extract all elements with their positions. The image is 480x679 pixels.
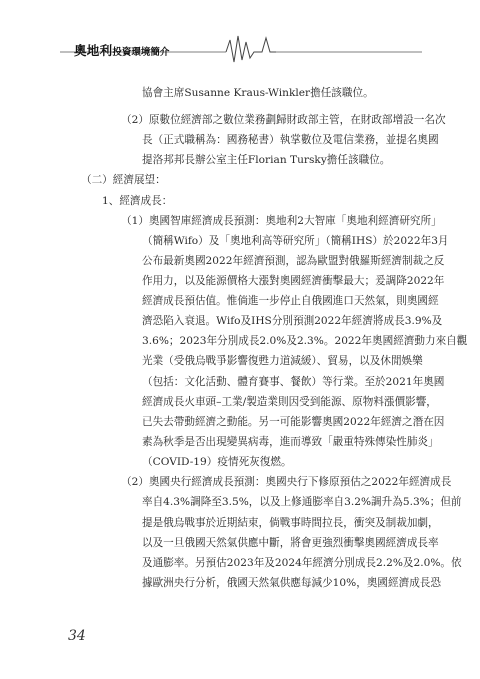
text-line: 以及一旦俄國天然氣供應中斷，將會更強烈衝擊奧國經濟成長率 (142, 536, 439, 549)
text-line: 濟恐陷入衰退。Wifo及IHS分別預測2022年經濟將成長3.9%及 (142, 315, 443, 328)
text-line: 素為秋季是否出現變異病毒，進而導致「嚴重特殊傳染性肺炎」 (142, 436, 439, 449)
text-line: （2）原數位經濟部之數位業務劃歸財政部主管，在財政部增設一名次 (121, 113, 446, 126)
header-title-sub: 投資環境簡介 (112, 47, 170, 58)
text-line: 作用力，以及能源價格大漲對奧國經濟衝擊最大；爰調降2022年 (142, 274, 445, 287)
text-line: 已失去帶動經濟之動能。另一可能影響奧國2022年經濟之潛在因 (142, 415, 445, 428)
text-line: 率自4.3%調降至3.5%，以及上修通膨率自3.2%調升為5.3%；但前 (142, 496, 462, 509)
page-number: 34 (68, 628, 86, 644)
header-title-main: 奧地利 (74, 43, 113, 58)
text-line: 1、經濟成長： (102, 195, 173, 208)
text-line: 提是俄烏戰事於近期結束，倘戰事時間拉長，衝突及制裁加劇， (142, 516, 439, 529)
text-line: （包括：文化活動、體育賽事、餐飲）等行業。至於2021年奧國 (142, 375, 445, 388)
text-line: 公布最新奧國2022年經濟預測，認為歐盟對俄羅斯經濟制裁之反 (142, 254, 445, 267)
text-line: （2）奧國央行經濟成長預測：奧國央行下修原預估之2022年經濟成長 (121, 476, 452, 489)
text-line: 光業（受俄烏戰爭影響復甦力道減緩）、貿易，以及休閒娛樂 (142, 355, 423, 368)
text-line: 經濟成長火車頭–工業/製造業則因受到能源、原物料漲價影響， (142, 395, 437, 408)
text-line: （二）經濟展望： (81, 174, 166, 187)
text-line: 提洛邦邦長辦公室主任Florian Tursky擔任該職位。 (142, 154, 391, 167)
text-line: 3.6%；2023年分別成長2.0%及2.3%。2022年奧國經濟動力來自觀 (142, 335, 468, 348)
text-line: 協會主席Susanne Kraus-Winkler擔任該職位。 (142, 87, 374, 99)
text-line: 長（正式職稱為：國務秘書）執掌數位及電信業務，並提名奧國 (142, 133, 439, 146)
text-line: （1）奧國智庫經濟成長預測：奧地利2大智庫「奧地利經濟研究所」 (121, 214, 442, 227)
text-line: 經濟成長預估值。惟倘進一步停止自俄國進口天然氣，則奧國經 (142, 295, 439, 308)
text-line: 及通膨率。另預估2023年及2024年經濟分別成長2.2%及2.0%。依 (142, 556, 462, 569)
text-line: （簡稱Wifo）及「奧地利高等研究所」（簡稱IHS）於2022年3月 (142, 234, 449, 247)
text-line: （COVID-19）疫情死灰復燃。 (142, 456, 292, 469)
text-line: 據歐洲央行分析，俄國天然氣供應每減少10%，奧國經濟成長恐 (142, 577, 441, 589)
